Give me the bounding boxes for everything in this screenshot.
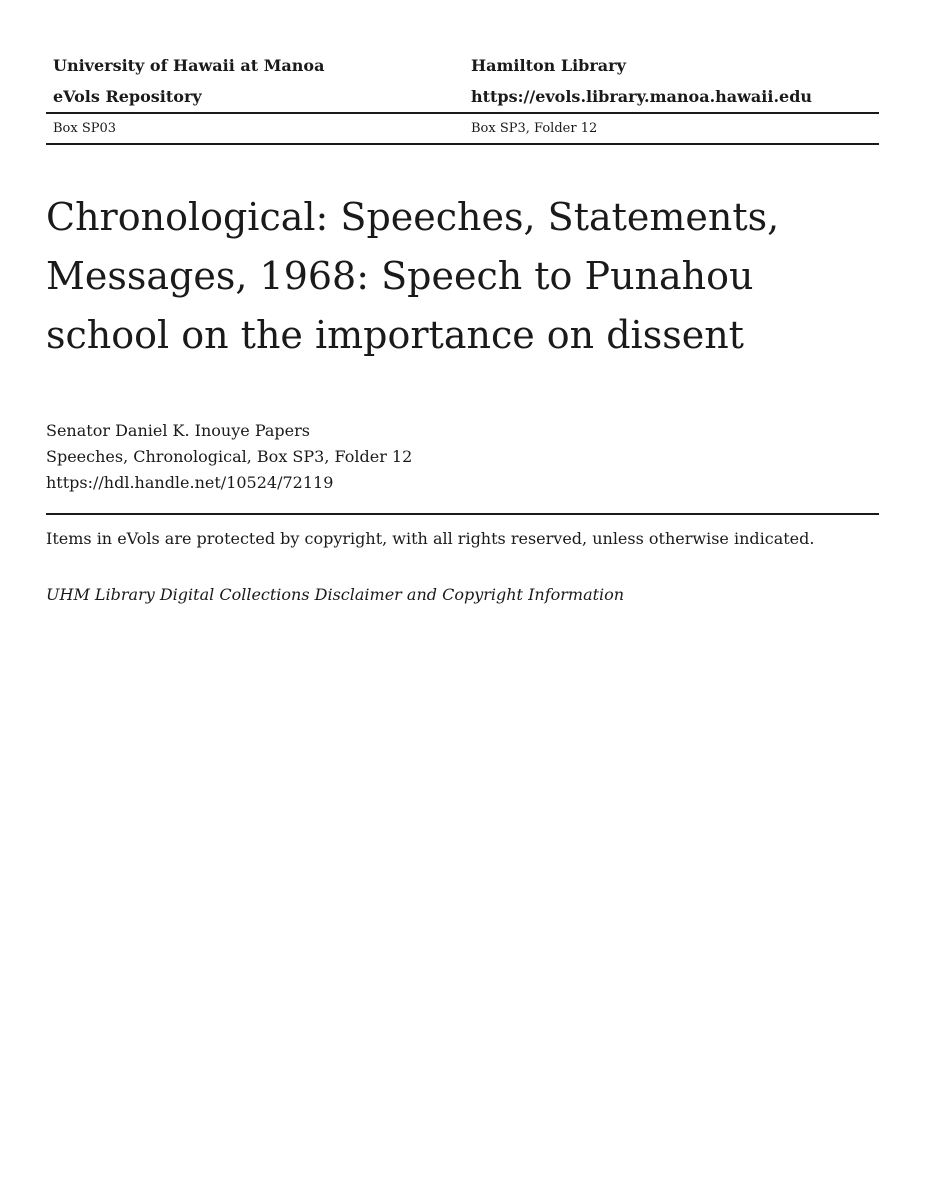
box-folder-label: Box SP3, Folder 12 bbox=[471, 121, 598, 136]
repository-name: eVols Repository bbox=[53, 87, 202, 106]
institution-name: University of Hawaii at Manoa bbox=[53, 56, 325, 75]
header-row-1 bbox=[46, 50, 879, 81]
section-divider bbox=[46, 513, 879, 515]
header-row-2 bbox=[46, 81, 879, 112]
header-row-3 bbox=[46, 114, 879, 143]
copyright-notice: Items in eVols are protected by copyright, with all rights reserved, unless otherwise indicated. bbox=[46, 529, 815, 548]
repository-url[interactable]: https://evols.library.manoa.hawaii.edu bbox=[471, 87, 813, 106]
library-name: Hamilton Library bbox=[471, 56, 626, 75]
item-location: Speeches, Chronological, Box SP3, Folder 12 bbox=[46, 447, 413, 466]
document-title: Chronological: Speeches, Statements, Messages, 1968: Speech to Punahou school on the importance on dissent bbox=[46, 195, 780, 357]
box-label: Box SP03 bbox=[53, 121, 117, 136]
header-bottom-rule bbox=[46, 143, 879, 145]
disclaimer-link[interactable]: UHM Library Digital Collections Disclaimer and Copyright Information bbox=[46, 585, 625, 604]
collection-name: Senator Daniel K. Inouye Papers bbox=[46, 421, 310, 440]
handle-link[interactable]: https://hdl.handle.net/10524/72119 bbox=[46, 473, 334, 492]
document-metadata bbox=[46, 418, 412, 496]
header-table bbox=[46, 50, 879, 145]
